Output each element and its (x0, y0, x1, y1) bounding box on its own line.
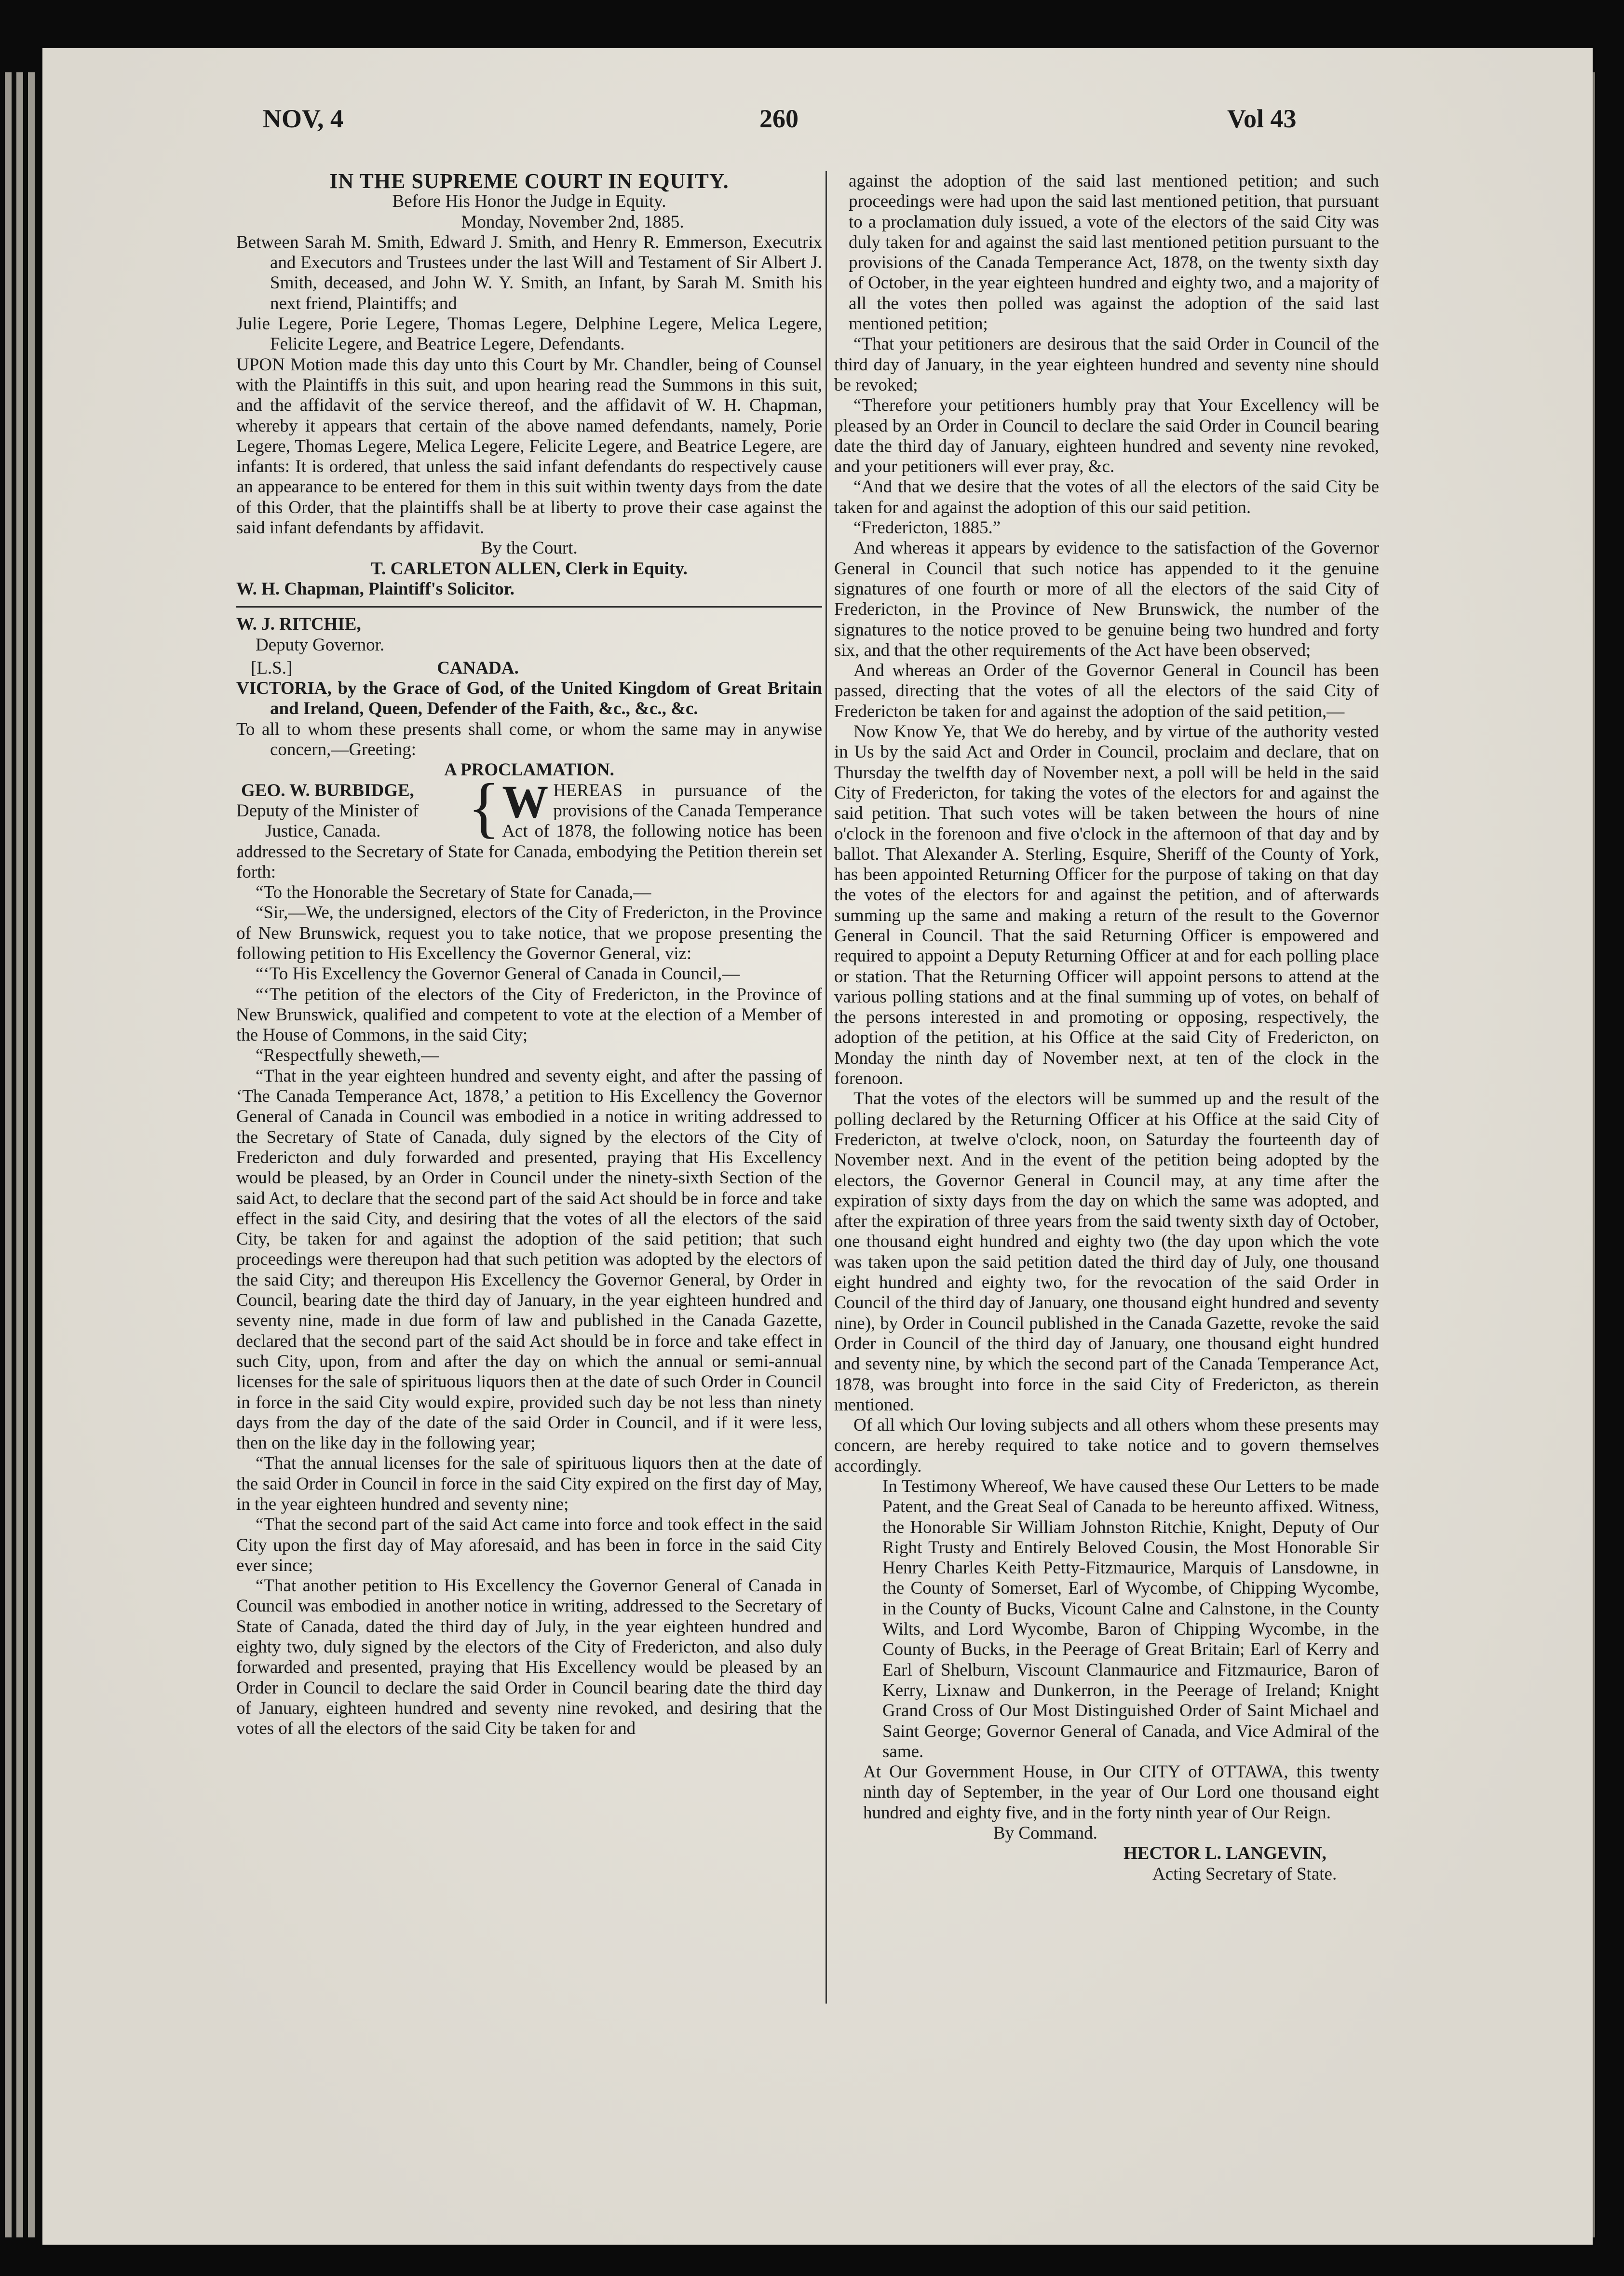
header-date: NOV, 4 (263, 104, 344, 133)
burbidge-dept: Justice, Canada. (265, 821, 381, 841)
signatory-title: Acting Secretary of State. (1152, 1864, 1337, 1884)
petition-quote: “Respectfully sheweth,— (256, 1045, 439, 1066)
petition-quote: “That in the year eighteen hundred and seventy eight, and after the passing of ‘The Canada Temperance Act, 1878,’ a petition to His Excellency the Governor General of Canada in Council was embodied in a notice in writing addressed to the Secretary of State of Canada, duly signed by the electors of the City of Fredericton and duly forwarded and presented, praying that His Excellency would be pleased, by an Order in Council under the ninety-sixth Section of the said Act, to declare that the second part of the said Act should be in force and take effect in the said City, and desiring that the votes of all the electors of the said City, be taken for and against the adoption of the said petition; that such proceedings were thereupon had that such petition was adopted by the electors of the said City; and thereupon His Excellency the Governor General, by Order in Council, bearing date the third day of January, in the year eighteen hundred and seventy nine, made in due form of law and published in the Canada Gazette, declared that the second part of the said Act should be in force and take effect in such City, upon, from and after the day on which the annual or semi-annual licenses for the sale of spirituous liquors then at the date of such Order in Council in force in the said City would expire, provided such day be not less than ninety days from the day of the date of the said Order in Council, and if it were less, then on the like day in the following year; (236, 1066, 822, 1453)
court-title: IN THE SUPREME COURT IN EQUITY. (329, 169, 729, 193)
court-parties-defendants: Julie Legere, Porie Legere, Thomas Legere, Delphine Legere, Melica Legere, Felicite Legere, and Beatrice Legere, Defendants. (236, 314, 822, 354)
page-number: 260 (759, 104, 798, 133)
petition-quote: “To the Honorable the Secretary of State for Canada,— (256, 882, 651, 903)
running-header (0, 104, 1624, 152)
petition-quote: “Therefore your petitioners humbly pray that Your Excellency will be pleased by an Order in Council to declare the said Order in Council bearing date the third day of January, eighteen hundred and seventy nine revoked, and your petitioners will ever pray, &c. (834, 395, 1379, 477)
petition-quote: “That the second part of the said Act came into force and took effect in the said City upon the first day of May aforesaid, and has been in force in the said City ever since; (236, 1515, 822, 1575)
volume-number: Vol 43 (1227, 104, 1297, 133)
petition-quote: “That the annual licenses for the sale of spirituous liquors then at the date of the said Order in Council in force in the said City expired on the first day of May, in the year eighteen hundred and seventy nine; (236, 1453, 822, 1514)
page-edge (16, 72, 23, 2237)
petition-quote: “That another petition to His Excellency the Governor General of Canada in Council was embodied in another notice in writing, addressed to the Secretary of State of Canada, dated the third day of July, in the year eighteen hundred and eighty two, duly signed by the electors of the City of Fredericton, and also duly forwarded and presented, praying that His Excellency would be pleased by an Order in Council to declare the said Order in Council bearing date the third day of January, eighteen hundred and seventy nine revoked, and desiring that the votes of all the electors of the said City be taken for and (236, 1576, 822, 1739)
court-order-body: UPON Motion made this day unto this Court by Mr. Chandler, being of Counsel with the Plaintiffs in this suit, and upon hearing read the Summons in this suit, and the affidavit of the service thereof, and the affidavit of W. H. Chapman, whereby it appears that certain of the above named defendants, namely, Porie Legere, Thomas Legere, Melica Legere, Felicite Legere, and Beatrice Legere, are infants: It is ordered, that unless the said infant defendants do respectively cause an appearance to be entered for them in this suit within twenty days from the date of this Order, that the plaintiffs shall be at liberty to prove their case against the said infant defendants by affidavit. (236, 354, 822, 538)
petition-quote: “Sir,—We, the undersigned, electors of the City of Fredericton, in the Province of New Brunswick, request you to take notice, that we propose presenting the following petition to His Excellency the Governor General, viz: (236, 903, 822, 963)
burbidge-name: GEO. W. BURBIDGE, (241, 780, 414, 800)
signatory-name: HECTOR L. LANGEVIN, (1123, 1843, 1326, 1864)
column-divider (826, 171, 827, 2004)
drop-cap: W (502, 780, 549, 827)
testimony-clause: In Testimony Whereof, We have caused these Our Letters to be made Patent, and the Great Seal of Canada to be hereunto affixed. Witness, the Honorable Sir William Johnston Ritchie, Knight, Deputy of Our Right Trusty and Entirely Beloved Cousin, the Most Honorable Sir Henry Charles Keith Petty-Fitzmaurice, Marquis of Lansdowne, in the County of Somerset, Earl of Wycombe, of Chipping Wycombe, in the County of Bucks, Vicount Calne and Calnstone, in the County Wilts, and Lord Wycombe, Baron of Chipping Wycombe, in the County of Bucks, in the Peerage of Great Britain; Earl of Kerry and Earl of Shelburn, Viscount Clanmaurice and Fitzmaurice, Baron of Kerry, Lixnaw and Dunkerron, in the Peerage of Ireland; Knight Grand Cross of Our Most Distinguished Order of Saint Michael and Saint George; Governor General of Canada, and Vice Admiral of the same. (882, 1477, 1379, 1761)
left-column (236, 171, 822, 1739)
governor-name: W. J. RITCHIE, (236, 614, 361, 635)
right-column (834, 171, 1379, 1884)
seal-mark: [L.S.] (251, 658, 293, 678)
government-house-clause: At Our Government House, in Our CITY of OTTAWA, this twenty ninth day of September, in the year of Our Lord one thousand eight hundred and eighty five, and in the forty ninth year of Our Reign. (863, 1762, 1379, 1823)
burbidge-block (236, 781, 468, 842)
proclamation-paragraph: Of all which Our loving subjects and all others whom these presents may concern, are hereby required to take notice and to govern themselves accordingly. (834, 1415, 1379, 1476)
burbidge-title: Deputy of the Minister of (236, 800, 419, 821)
to-all-greeting: To all to whom these presents shall come, or whom the same may in anywise concern,—Greeting: (236, 719, 822, 760)
proclamation-opening (236, 781, 822, 882)
proclamation-paragraph: That the votes of the electors will be summed up and the result of the polling declared by the Returning Officer at his Office at the said City of Fredericton, at twelve o'clock, noon, on Saturday the fourteenth day of November next. And in the event of the petition being adopted by the electors, the Governor General in Council may, at any time after the expiration of sixty days from the day on which the same was adopted, and after the expiration of three years from the said twenty sixth day of October, one thousand eight hundred and eighty two (the day upon which the vote was taken upon the said petition dated the third day of July, one thousand eight hundred and eighty two, for the revocation of the said Order in Council of the third day of January, one thousand eight hundred and seventy nine), by Order in Council published in the Canada Gazette, revoke the said Order in Council of the third day of January, one thousand eight hundred and seventy nine, by which the second part of the Canada Temperance Act, 1878, was brought into force in the said City of Fredericton, as therein mentioned. (834, 1089, 1379, 1415)
whereas-text: HEREAS in pursuance of the provisions of the Canada Temperance Act of 1878, the following notice has been addressed to the Secretary of State for Canada, embodying the Petition therein set forth: (236, 780, 822, 882)
section-rule (236, 606, 822, 608)
court-date: Monday, November 2nd, 1885. (461, 212, 684, 232)
court-by: By the Court. (481, 538, 578, 558)
governor-title: Deputy Governor. (256, 635, 385, 655)
proclamation-paragraph: And whereas it appears by evidence to the satisfaction of the Governor General in Council that such notice has appended to it the genuine signatures of one fourth or more of all the electors of the said City of Fredericton, in the Province of New Brunswick, the number of the signatures to the notice proved to be genuine being two hundred and forty six, and that the other requirements of the Act have been observed; (834, 538, 1379, 660)
court-solicitor: W. H. Chapman, Plaintiff's Solicitor. (236, 579, 515, 599)
petition-quote: “‘To His Excellency the Governor General of Canada in Council,— (256, 964, 740, 984)
proclamation-paragraph: Now Know Ye, that We do hereby, and by virtue of the authority vested in Us by the said Act and Order in Council, proclaim and declare, that on Thursday the twelfth day of November next, a poll will be held in the said City of Fredericton, for taking the votes of the electors for and against the said petition. That such votes will be taken between the hours of nine o'clock in the forenoon and five o'clock in the afternoon of that day and by ballot. That Alexander A. Sterling, Esquire, Sheriff of the County of York, has been appointed Returning Officer for the purpose of taking on that day the votes of the electors for and against the petition, and of afterwards summing up the same and making a return of the result to the Governor General in Council. That the said Returning Officer is empowered and required to appoint a Deputy Returning Officer at and for each polling place or station. That the Returning Officer will appoint persons to attend at the various polling stations and at the final summing up of votes, on behalf of the persons interested in and promoting or opposing, respectively, the adoption of the petition, at his Office at the said City of Fredericton, on Monday the ninth day of November next, at ten of the clock in the forenoon. (834, 722, 1379, 1089)
country-heading: CANADA. (437, 658, 519, 678)
petition-quote: “‘The petition of the electors of the City of Fredericton, in the Province of New Brunswick, qualified and competent to vote at the election of a Member of the House of Commons, in the said City; (236, 984, 822, 1045)
by-command: By Command. (993, 1823, 1097, 1843)
proclamation-paragraph: And whereas an Order of the Governor General in Council has been passed, directing that the votes of all the electors of the said City of Fredericton be taken for and against the adoption of the said petition,— (834, 661, 1379, 721)
proclamation-heading: A PROCLAMATION. (444, 760, 614, 780)
petition-quote: “And that we desire that the votes of all the electors of the said City be taken for and against the adoption of this our said petition. (834, 477, 1379, 517)
petition-date: “Fredericton, 1885.” (853, 518, 1001, 538)
court-clerk: T. CARLETON ALLEN, Clerk in Equity. (371, 558, 688, 579)
victoria-title: VICTORIA, by the Grace of God, of the United Kingdom of Great Britain and Ireland, Queen, Defender of the Faith, &c., &c., &c. (236, 678, 822, 719)
brace-glyph: { (468, 780, 501, 845)
court-parties-plaintiffs: Between Sarah M. Smith, Edward J. Smith, and Henry R. Emmerson, Executrix and Executors and Trustees under the last Will and Testament of Sir Albert J. Smith, deceased, and John W. Y. Smith, an Infant, by Sarah M. Smith his next friend, Plaintiffs; and (236, 232, 822, 313)
court-before: Before His Honor the Judge in Equity. (392, 191, 666, 212)
page-edge (5, 72, 12, 2237)
page-edge (28, 72, 35, 2237)
petition-quote: against the adoption of the said last mentioned petition; and such proceedings were had upon the said last mentioned petition, that pursuant to a proclamation duly issued, a vote of the electors of the said City was duly taken for and against the said last mentioned petition pursuant to the provisions of the Canada Temperance Act, 1878, on the twenty sixth day of October, in the year eighteen hundred and eighty two, and a majority of all the votes then polled was against the adoption of the said last mentioned petition; (849, 171, 1379, 334)
petition-quote: “That your petitioners are desirous that the said Order in Council of the third day of January, in the year eighteen hundred and seventy nine should be revoked; (834, 334, 1379, 395)
